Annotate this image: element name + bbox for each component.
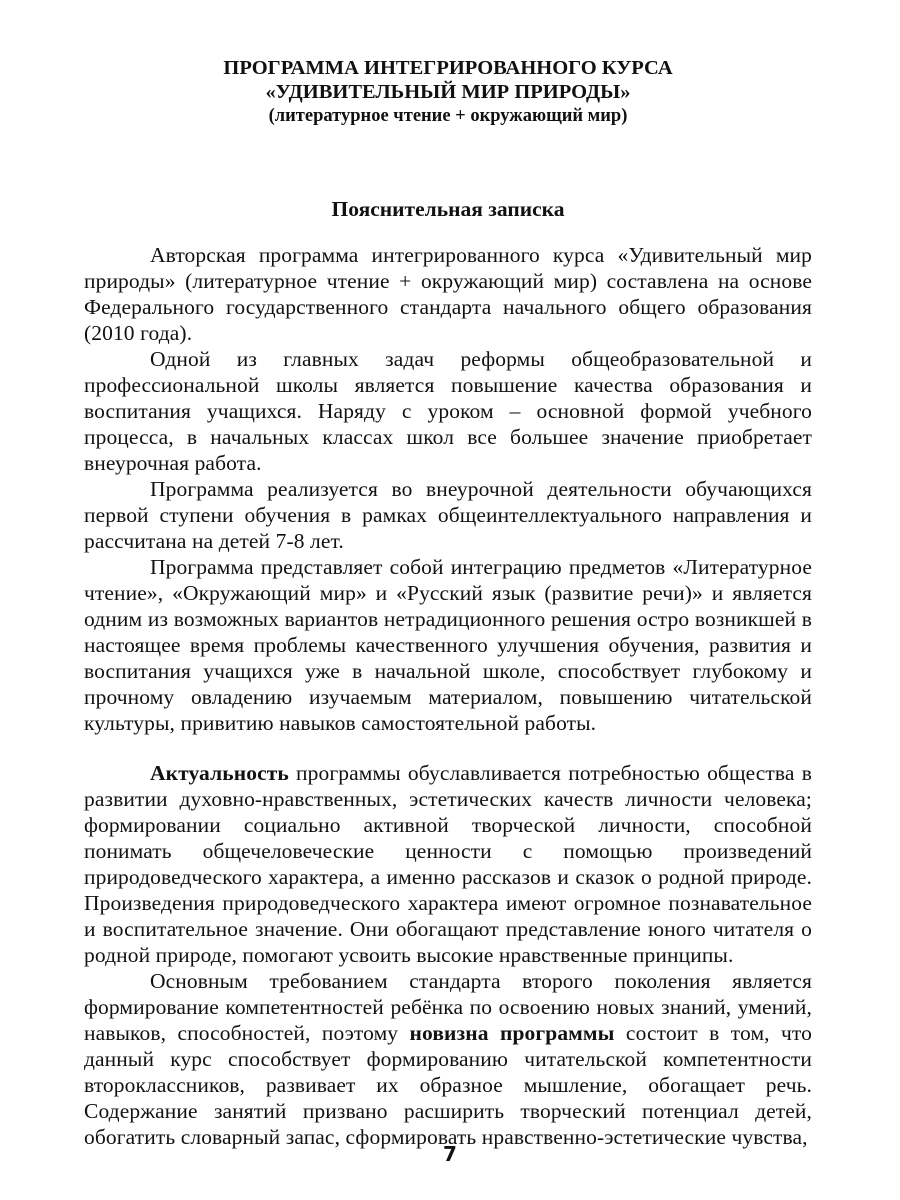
paragraph-2: Одной из главных задач реформы общеобразовательной и профессиональной школы является повышение качества образования и воспитания учащихся. Наряду с уроком – основной формой учебного процесса, в начальных классах школ все большее значение приобретает внеурочная работа.: [84, 347, 812, 475]
title-line-2: «УДИВИТЕЛЬНЫЙ МИР ПРИРОДЫ»: [265, 81, 631, 103]
document-page: [84, 56, 812, 1150]
subtitle: (литературное чтение + окружающий мир): [268, 106, 628, 126]
paragraph-1: Авторская программа интегрированного курса «Удивительный мир природы» (литературное чтение + окружающий мир) составлена на основе Федерального государственного стандарта начального общего образования (2010 года).: [84, 243, 812, 345]
document-header: [84, 56, 812, 128]
section-title: Пояснительная записка: [331, 197, 565, 221]
paragraph-3: Программа реализуется во внеурочной деятельности обучающихся первой ступени обучения в рамках общеинтеллектуального направления и рассчитана на детей 7-8 лет.: [84, 477, 812, 553]
relevance-text: программы обуславливается потребностью общества в развитии духовно-нравственных, эстетических качеств личности человека; формировании социально активной творческой личности, способной понимать общечеловеческие ценности с помощью произведений природоведческого характера, а именно рассказов и сказок о родной природе. Произведения природоведческого характера имеют огромное познавательное и воспитательное значение. Они обогащают представление юного читателя о родной природе, помогают усвоить высокие нравственные принципы.: [84, 761, 812, 967]
paragraph-novelty: [84, 968, 812, 1150]
page-number: 7: [443, 1142, 457, 1166]
novelty-text-rest: состоит в том, что данный курс способствует формированию читательской компетентности второклассников, развивает их образное мышление, обогащает речь. Содержание занятий призвано расширить творческий потенциал детей, обогатить словарный запас, сформировать нравственно-эстетические чувства,: [84, 1021, 812, 1149]
relevance-term: Актуальность: [150, 761, 289, 785]
paragraph-relevance: [84, 760, 812, 968]
title-line-1: ПРОГРАММА ИНТЕГРИРОВАННОГО КУРСА: [223, 57, 673, 79]
novelty-term: новизна программы: [409, 1021, 615, 1045]
paragraph-4: Программа представляет собой интеграцию предметов «Литературное чтение», «Окружающий мир» и «Русский язык (развитие речи)» и является одним из возможных вариантов нетрадиционного решения остро возникшей в настоящее время проблемы качественного улучшения обучения, развития и воспитания учащихся уже в начальной школе, способствует глубокому и прочному овладению изучаемым материалом, повышению читательской культуры, привитию навыков самостоятельной работы.: [84, 555, 812, 735]
novelty-text-start: Основным требованием стандарта второго поколения является формирование компетентностей ребёнка по освоению новых знаний, умений, навыков, способностей, поэтому: [84, 969, 812, 1045]
